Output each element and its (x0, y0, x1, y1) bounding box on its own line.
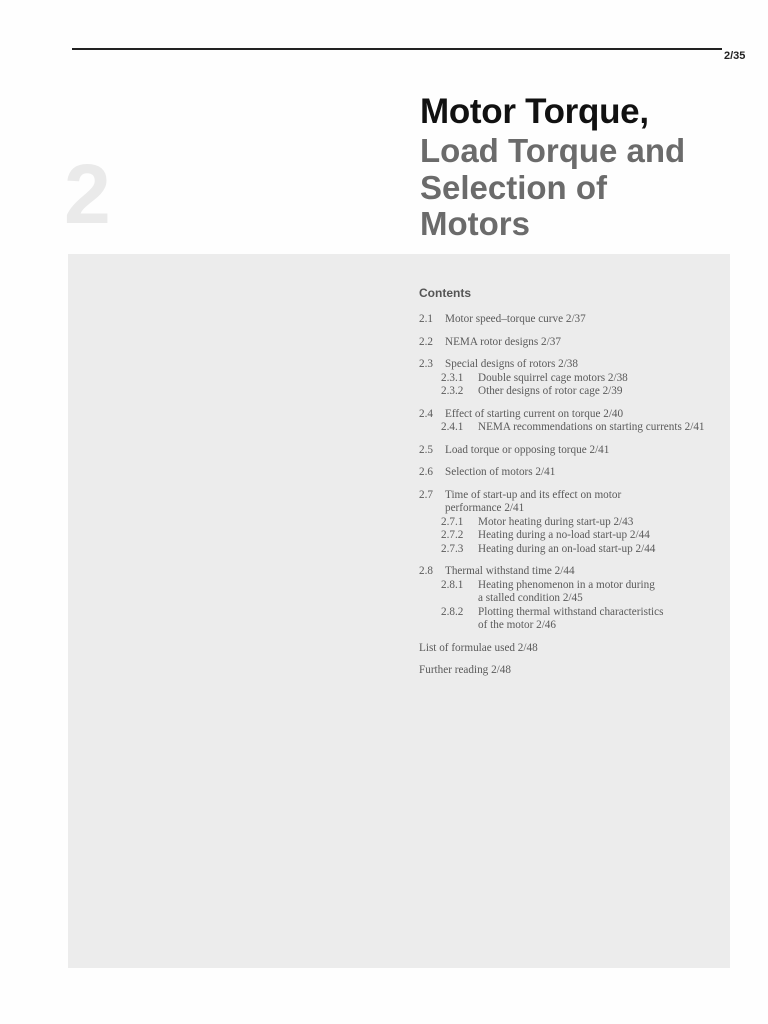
toc-subtext: Double squirrel cage motors 2/38 (478, 371, 628, 384)
toc-subtext: Plotting thermal withstand characteristics (478, 605, 664, 618)
toc-subnumber: 2.7.2 (441, 529, 464, 541)
contents-heading: Contents (419, 286, 471, 300)
toc-number: 2.7 (419, 488, 433, 501)
toc-subtext-continuation: a stalled condition 2/45 (478, 592, 583, 604)
toc-subnumber: 2.8.2 (441, 605, 464, 618)
toc-text: Selection of motors 2/41 (445, 466, 556, 478)
toc-subentry-2-7-3[interactable] (419, 543, 729, 557)
toc-subnumber: 2.3.1 (441, 371, 464, 384)
toc-number: 2.5 (419, 443, 433, 456)
toc-entry-2-2[interactable] (419, 336, 729, 350)
toc-entry-2-4[interactable] (419, 408, 729, 435)
toc-subentry-2-7-2[interactable] (419, 529, 729, 543)
toc-subtext: Heating during a no-load start-up 2/44 (478, 529, 650, 541)
toc-subentry-2-4-1[interactable] (419, 421, 729, 435)
toc-subtext: Other designs of rotor cage 2/39 (478, 385, 623, 397)
title-line-1: Motor Torque, (420, 92, 649, 131)
header-rule (72, 48, 722, 50)
table-of-contents (419, 313, 729, 687)
toc-entry-2-8[interactable] (419, 565, 729, 633)
toc-subnumber: 2.4.1 (441, 421, 464, 433)
title-line-2: Load Torque and (420, 132, 686, 169)
toc-subentry-2-3-2[interactable] (419, 385, 729, 399)
chapter-title (420, 94, 685, 243)
toc-subentry-2-8-2[interactable] (419, 606, 729, 620)
toc-subnumber: 2.3.2 (441, 385, 464, 397)
toc-entry-2-1[interactable] (419, 313, 729, 327)
toc-entry-2-5[interactable] (419, 444, 729, 458)
toc-entry-2-6[interactable] (419, 466, 729, 480)
toc-subentry-2-3-1[interactable] (419, 372, 729, 386)
toc-subnumber: 2.7.1 (441, 515, 464, 528)
toc-text: Thermal withstand time 2/44 (445, 565, 575, 577)
toc-entry-2-3[interactable] (419, 358, 729, 399)
toc-entry-further-reading[interactable]: Further reading 2/48 (419, 664, 511, 676)
chapter-number: 2 (64, 147, 111, 241)
toc-entry-2-7[interactable] (419, 489, 729, 557)
toc-text: Time of start-up and its effect on motor (445, 488, 622, 501)
title-line-4: Motors (420, 205, 530, 243)
toc-text: Effect of starting current on torque 2/40 (445, 407, 624, 420)
toc-subtext: Heating phenomenon in a motor during (478, 578, 655, 591)
toc-number: 2.4 (419, 407, 433, 420)
page-number: 2/35 (724, 50, 746, 62)
toc-number: 2.3 (419, 358, 433, 370)
title-line-3: Selection of (420, 168, 608, 206)
toc-text: Load torque or opposing torque 2/41 (445, 443, 610, 456)
toc-subtext: Motor heating during start-up 2/43 (478, 515, 634, 528)
toc-text: NEMA rotor designs 2/37 (445, 335, 561, 348)
toc-text: Special designs of rotors 2/38 (445, 358, 578, 370)
toc-subtext: NEMA recommendations on starting currents 2/41 (478, 421, 705, 433)
toc-subnumber: 2.8.1 (441, 578, 464, 591)
toc-number: 2.2 (419, 335, 433, 348)
toc-subtext-continuation: of the motor 2/46 (478, 619, 556, 631)
toc-text-continuation: performance 2/41 (445, 502, 525, 514)
toc-subnumber: 2.7.3 (441, 542, 464, 555)
toc-subentry-2-8-1[interactable] (419, 579, 729, 593)
toc-number: 2.6 (419, 466, 433, 478)
toc-text: Motor speed–torque curve 2/37 (445, 313, 586, 325)
toc-entry-formulae[interactable]: List of formulae used 2/48 (419, 641, 538, 654)
toc-subentry-2-7-1[interactable] (419, 516, 729, 530)
toc-number: 2.1 (419, 313, 433, 325)
toc-subtext: Heating during an on-load start-up 2/44 (478, 542, 656, 555)
toc-number: 2.8 (419, 565, 433, 577)
